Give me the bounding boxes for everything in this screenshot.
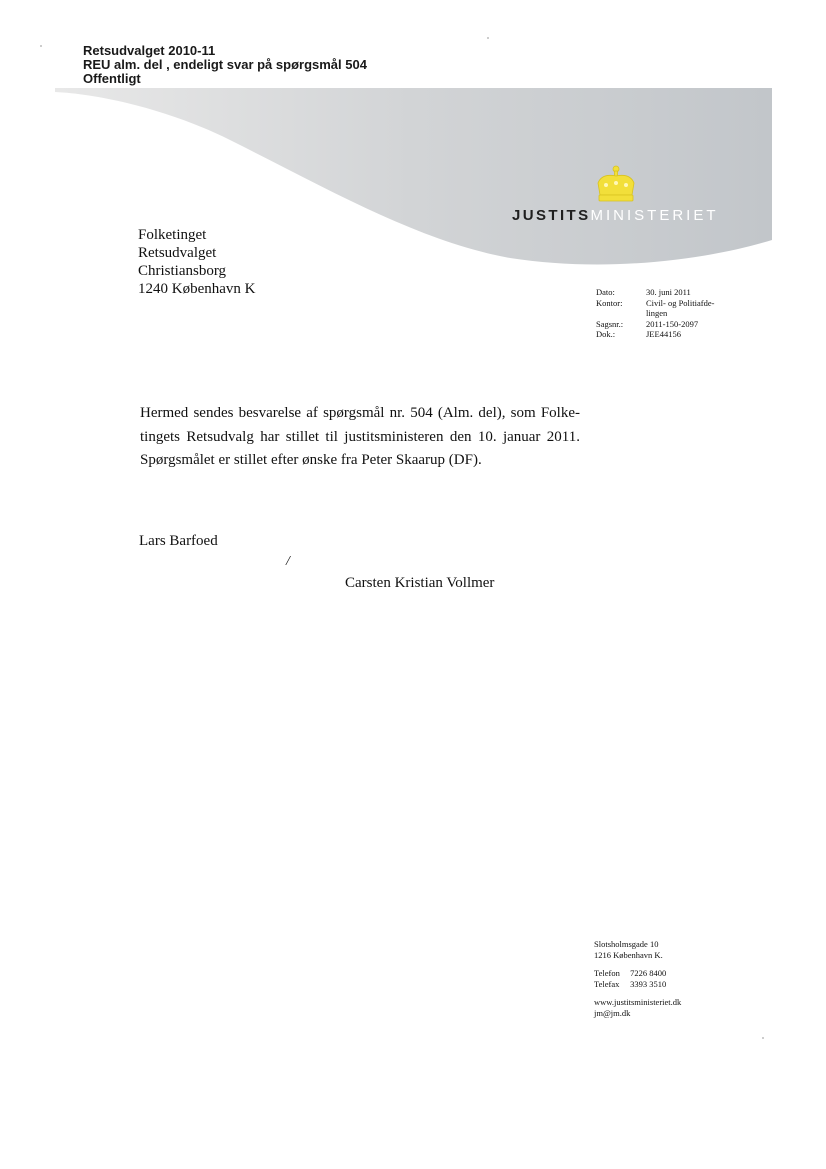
meta-row [596, 287, 741, 298]
footer-phone-line [594, 968, 681, 979]
meta-label: Dok.: [596, 329, 616, 339]
recipient-line: 1240 København K [138, 281, 256, 297]
recipient-line: Folketinget [138, 227, 207, 243]
footer-website: www.justitsministeriet.dk [594, 997, 682, 1007]
scan-speck [487, 37, 489, 39]
case-metadata [596, 287, 741, 340]
document-stamp [83, 44, 367, 86]
footer-fax-line [594, 979, 681, 990]
meta-value: JEE44156 [646, 329, 681, 339]
logo-word-light: MINISTERIET [590, 207, 719, 224]
phone-label: Telefon [594, 968, 620, 978]
footer-city: 1216 København K. [594, 949, 663, 960]
footer-street: Slotsholmsgade 10 [594, 939, 659, 949]
meta-label [596, 308, 646, 319]
recipient-line: Retsudvalget [138, 245, 217, 261]
stamp-subject: REU alm. del , endeligt svar på spørgsmål 504 [83, 57, 367, 72]
meta-row [596, 329, 741, 340]
meta-label: Sagsnr.: [596, 318, 624, 329]
scan-speck [762, 1037, 764, 1039]
crown-icon [592, 165, 640, 207]
recipient-address [138, 226, 255, 298]
fax-label: Telefax [594, 978, 620, 989]
footer-phones [594, 968, 681, 989]
footer-email: jm@jm.dk [594, 1007, 631, 1018]
meta-label: Kontor: [596, 297, 623, 308]
footer-online [594, 997, 681, 1018]
signatory-minister: Lars Barfoed [139, 533, 218, 549]
contact-footer [594, 939, 681, 1026]
signature-separator: / [286, 554, 290, 569]
recipient-line: Christiansborg [138, 263, 227, 279]
signatory-official: Carsten Kristian Vollmer [345, 575, 495, 591]
stamp-status: Offentligt [83, 71, 141, 86]
logo-word-strong: JUSTITS [512, 207, 591, 224]
phone-number: 7226 8400 [630, 968, 667, 978]
meta-value: 30. juni 2011 [646, 287, 691, 297]
meta-value: Civil- og Politiafde- [646, 297, 715, 308]
meta-value: 2011-150-2097 [646, 318, 699, 329]
footer-address [594, 939, 681, 960]
ministry-logo-wordmark [512, 207, 719, 224]
meta-row [596, 298, 741, 309]
meta-row [596, 308, 741, 319]
scan-speck [40, 45, 42, 47]
stamp-committee: Retsudvalget 2010-11 [83, 43, 216, 58]
meta-label: Dato: [596, 287, 615, 297]
meta-value: lingen [646, 308, 668, 318]
letter-body: Hermed sendes besvarelse af spørgsmål nr. 504 (Alm. del), som Folke-tingets Retsudvalg har stillet til justitsministeren den 10. januar 2011. Spørgsmålet er stillet efter ønske fra Peter Skaarup (DF). [140, 405, 580, 468]
meta-row [596, 319, 741, 330]
fax-number: 3393 3510 [630, 978, 667, 989]
